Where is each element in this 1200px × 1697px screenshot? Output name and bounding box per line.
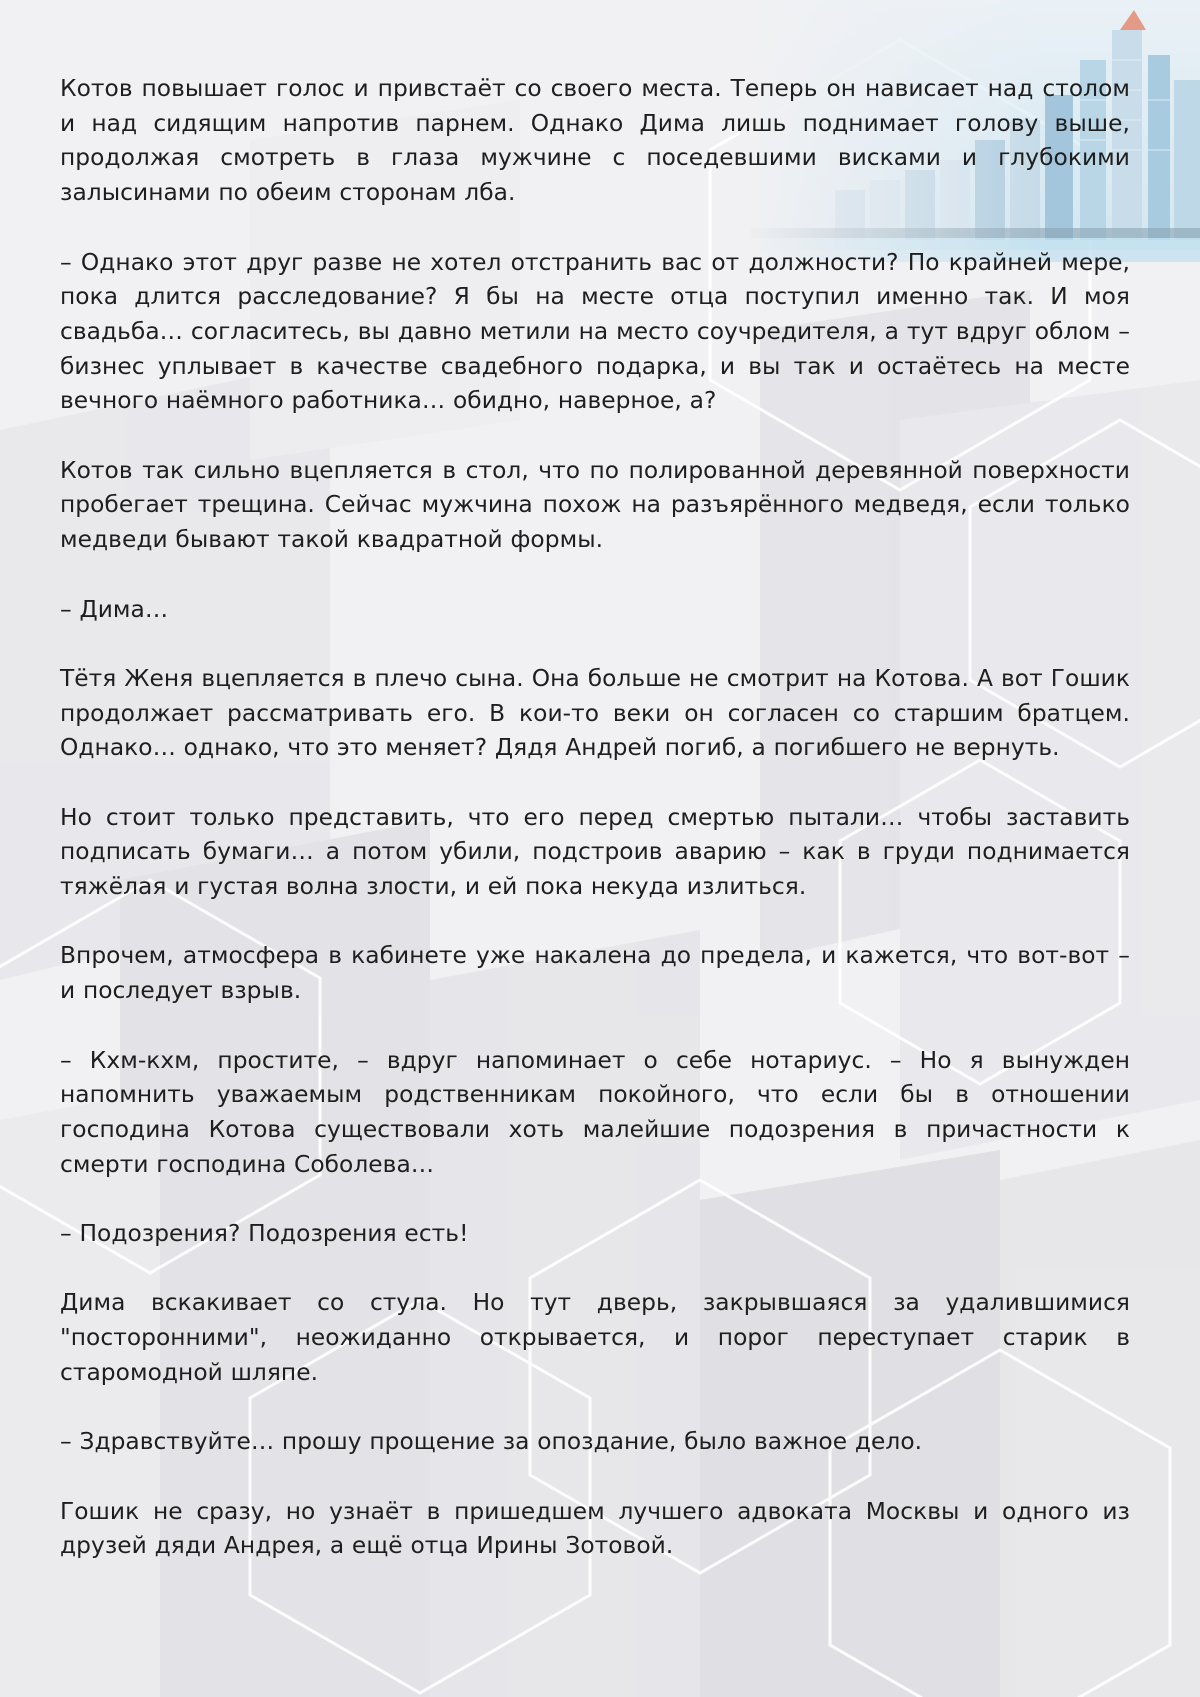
paragraph-2: – Однако этот друг разве не хотел отстранить вас от должности? По крайней мере, пока длится расследование? Я бы на месте отца поступил именно так. И моя свадьба… согласитесь, вы давно метили на место соучредителя, а тут вдруг облом – бизнес уплывает в качестве свадебного подарка, и вы так и остаётесь на месте вечного наёмного работника… обидно, наверное, а? <box>60 248 1130 415</box>
paragraph-6: Но стоит только представить, что его перед смертью пытали… чтобы заставить подписать бумаги… а потом убили, подстроив аварию – как в груди поднимается тяжёлая и густая волна злости, и ей пока некуда излиться. <box>60 803 1130 901</box>
paragraph-8: – Кхм-кхм, простите, – вдруг напоминает о себе нотариус. – Но я вынужден напомнить уважаемым родственникам покойного, что если бы в отношении господина Котова существовали хоть малейшие подозрения в причастности к смерти господина Соболева… <box>60 1046 1130 1178</box>
paragraph-11: – Здравствуйте… прошу прощение за опоздание, было важное дело. <box>60 1428 923 1456</box>
paragraph-12: Гошик не сразу, но узнаёт в пришедшем лучшего адвоката Москвы и одного из друзей дяди Андрея, а ещё отца Ирины Зотовой. <box>60 1497 1130 1560</box>
paragraph-5: Тётя Женя вцепляется в плечо сына. Она больше не смотрит на Котова. А вот Гошик продолжает рассматривать его. В кои-то веки он согласен со старшим братцем. Однако… однако, что это меняет? Дядя Андрей погиб, а погибшего не вернуть. <box>60 664 1130 762</box>
paragraph-9: – Подозрения? Подозрения есть! <box>60 1220 469 1248</box>
paragraph-3: Котов так сильно вцепляется в стол, что по полированной деревянной поверхности пробегает трещина. Сейчас мужчина похож на разъярённого медведя, если только медведи бывают такой квадратной формы. <box>60 456 1130 554</box>
paragraph-10: Дима вскакивает со стула. Но тут дверь, закрывшаяся за удалившимися "посторонними", неожиданно открывается, и порог переступает старик в старомодной шляпе. <box>60 1289 1130 1386</box>
paragraph-1: Котов повышает голос и привстаёт со своего места. Теперь он нависает над столом и над сидящим напротив парнем. Однако Дима лишь поднимает голову выше, продолжая смотреть в глаза мужчине с поседевшими висками и глубокими залысинами по обеим сторонам лба. <box>60 75 1130 207</box>
paragraph-7: Впрочем, атмосфера в кабинете уже накалена до предела, и кажется, что вот-вот – и последует взрыв. <box>60 942 1130 1005</box>
document-body <box>60 72 1130 1599</box>
paragraph-4: – Дима… <box>60 595 169 623</box>
